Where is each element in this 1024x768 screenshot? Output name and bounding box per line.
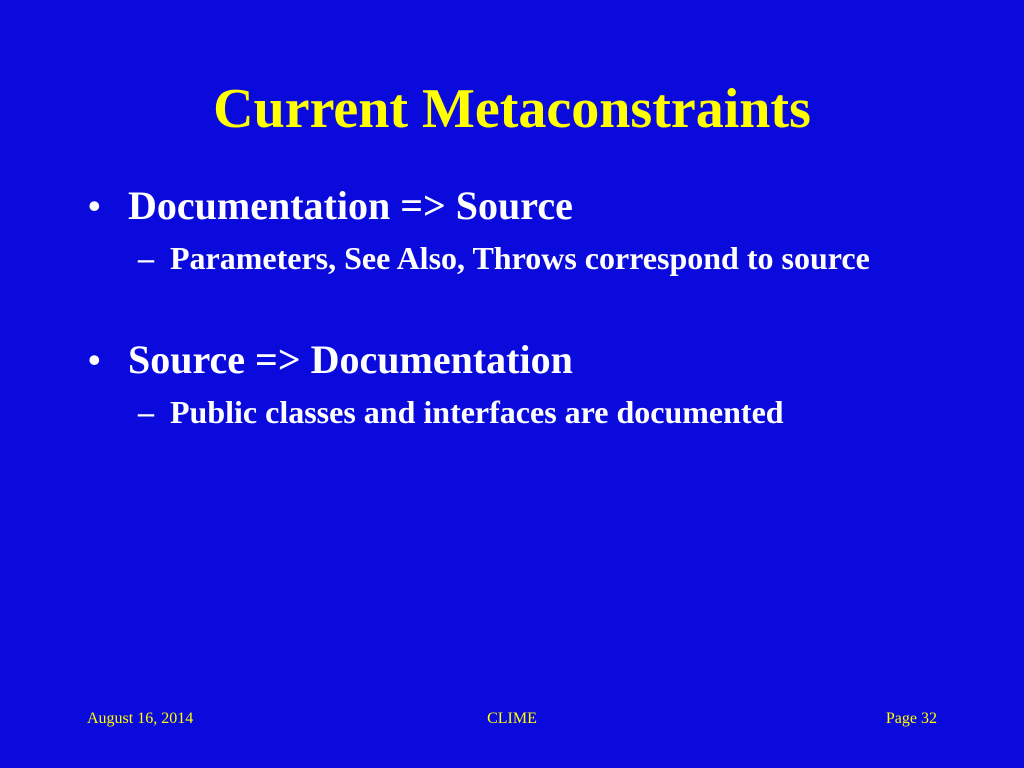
sub-bullet-marker: – [138,394,154,430]
sub-bullet-item [138,388,998,436]
bullet-item [88,184,988,228]
footer-center-label: CLIME [487,710,537,727]
sub-bullet-item [138,234,958,330]
bullet-text: Source => Documentation [128,337,573,382]
bullet-text: Documentation => Source [128,183,573,228]
sub-bullet-marker: – [138,240,154,276]
sub-bullet-text: Public classes and interfaces are documented [170,394,784,430]
footer-date: August 16, 2014 [87,710,194,727]
footer-page-number: Page 32 [885,710,937,727]
sub-bullet-text: Parameters, See Also, Throws correspond to source [170,240,870,276]
bullet-marker: • [88,340,101,380]
bullet-marker: • [88,186,101,226]
slide-title: Current Metaconstraints [213,78,811,140]
bullet-item [88,338,988,382]
